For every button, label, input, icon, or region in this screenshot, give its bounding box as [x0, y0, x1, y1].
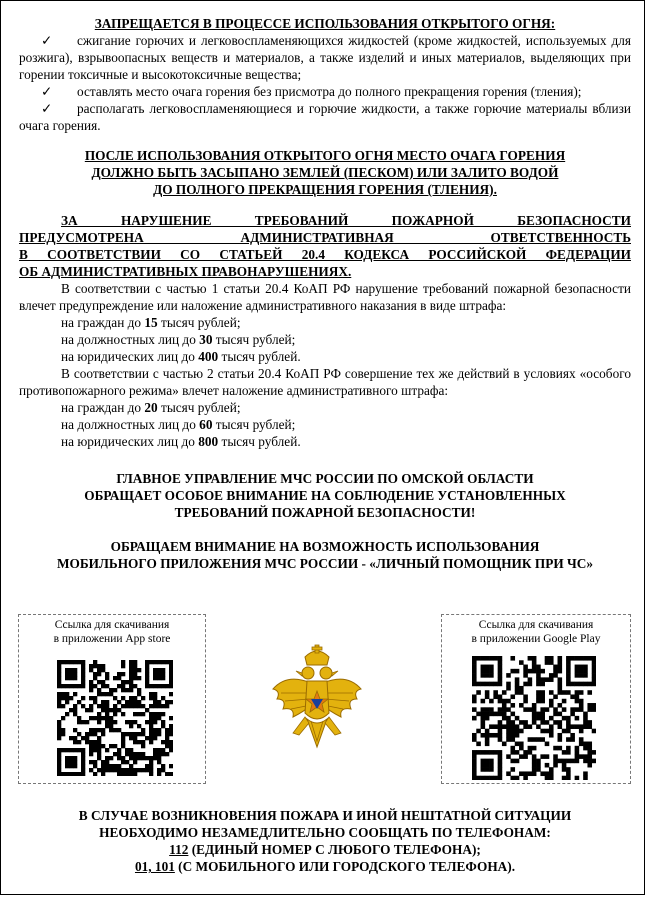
liability-heading-line: В СООТВЕТСТВИИ СО СТАТЬЕЙ 20.4 КОДЕКСА РОССИЙСКОЙ ФЕДЕРАЦИИ: [19, 247, 631, 262]
app-notice-line: МОБИЛЬНОГО ПРИЛОЖЕНИЯ МЧС РОССИИ - «ЛИЧНЫЙ ПОМОЩНИК ПРИ ЧС»: [56, 556, 593, 571]
checkmark-icon: ✓: [41, 101, 53, 116]
qr-googleplay-label: Ссылка для скачивания в приложении Google Play: [471, 619, 601, 645]
mchs-notice-line: ГЛАВНОЕ УПРАВЛЕНИЕ МЧС РОССИИ ПО ОМСКОЙ ОБЛАСТИ: [116, 471, 534, 486]
emergency-contacts: [19, 807, 631, 875]
fine-row: на юридических лиц до 800 тысяч рублей.: [61, 434, 301, 449]
qr-code-googleplay-icon[interactable]: [472, 656, 596, 780]
prohibited-item-text: оставлять место очага горения без присмотра до полного прекращения горения (тления);: [77, 84, 582, 99]
liability-part1-text: В соответствии с частью 1 статьи 20.4 КоАП РФ нарушение требований пожарной безопасности влечет предупреждение или наложение административного наказания в виде штрафа:: [19, 281, 631, 313]
liability-part2-text: В соответствии с частью 2 статьи 20.4 КоАП РФ совершение тех же действий в условиях «особого противопожарного режима» влечет наложение административного штрафа:: [19, 366, 631, 398]
emergency-line: В СЛУЧАЕ ВОЗНИКНОВЕНИЯ ПОЖАРА И ИНОЙ НЕШТАТНОЙ СИТУАЦИИ: [78, 808, 572, 823]
liability-heading-line: ОБ АДМИНИСТРАТИВНЫХ ПРАВОНАРУШЕНИЯХ.: [19, 264, 352, 279]
fine-row: на должностных лиц до 60 тысяч рублей;: [61, 417, 296, 432]
fine-row: на должностных лиц до 30 тысяч рублей;: [61, 332, 296, 347]
fine-amount: 30: [199, 332, 213, 347]
prohibited-item: [19, 83, 631, 100]
after-use-line: ПОСЛЕ ИСПОЛЬЗОВАНИЯ ОТКРЫТОГО ОГНЯ МЕСТО ОЧАГА ГОРЕНИЯ: [84, 148, 566, 163]
emergency-phone-row: 01, 101 (С МОБИЛЬНОГО ИЛИ ГОРОДСКОГО ТЕЛЕФОНА).: [134, 859, 516, 874]
prohibited-item-text: располагать легковоспламеняющиеся и горючие жидкости, а также горючие материалы вблизи очага горения.: [19, 101, 631, 133]
fine-amount: 400: [198, 349, 219, 364]
notice-body: [19, 15, 631, 572]
emergency-line: НЕОБХОДИМО НЕЗАМЕДЛИТЕЛЬНО СООБЩАТЬ ПО ТЕЛЕФОНАМ:: [99, 825, 551, 840]
liability-heading-line: ПРЕДУСМОТРЕНА АДМИНИСТРАТИВНАЯ ОТВЕТСТВЕННОСТЬ: [19, 230, 631, 245]
mchs-notice-line: ТРЕБОВАНИЙ ПОЖАРНОЙ БЕЗОПАСНОСТИ!: [174, 505, 476, 520]
liability-heading-line: ЗА НАРУШЕНИЕ ТРЕБОВАНИЙ ПОЖАРНОЙ БЕЗОПАСНОСТИ: [61, 213, 631, 228]
fine-row: на юридических лиц до 400 тысяч рублей.: [61, 349, 301, 364]
qr-googleplay-card[interactable]: [441, 614, 631, 784]
app-notice-line: ОБРАЩАЕМ ВНИМАНИЕ НА ВОЗМОЖНОСТЬ ИСПОЛЬЗОВАНИЯ: [110, 539, 540, 554]
mchs-emblem-icon: [267, 643, 367, 761]
fine-row: на граждан до 20 тысяч рублей;: [61, 400, 241, 415]
checkmark-icon: ✓: [41, 84, 53, 99]
qr-code-appstore-icon[interactable]: [57, 660, 173, 776]
checkmark-icon: ✓: [41, 33, 53, 48]
prohibited-item: [19, 32, 631, 83]
prohibited-item: [19, 100, 631, 134]
mchs-notice-line: ОБРАЩАЕТ ОСОБОЕ ВНИМАНИЕ НА СОБЛЮДЕНИЕ УСТАНОВЛЕННЫХ: [84, 488, 566, 503]
phone-01-101[interactable]: 01, 101: [134, 859, 175, 874]
after-use-line: ДОЛЖНО БЫТЬ ЗАСЫПАНО ЗЕМЛЕЙ (ПЕСКОМ) ИЛИ ЗАЛИТО ВОДОЙ: [91, 165, 559, 180]
fine-amount: 15: [144, 315, 158, 330]
fine-row: на граждан до 15 тысяч рублей;: [61, 315, 241, 330]
qr-appstore-card[interactable]: [18, 614, 206, 784]
fine-amount: 60: [199, 417, 213, 432]
emergency-phone-row: 112 (ЕДИНЫЙ НОМЕР С ЛЮБОГО ТЕЛЕФОНА);: [169, 842, 481, 857]
fine-amount: 20: [144, 400, 158, 415]
after-use-line: ДО ПОЛНОГО ПРЕКРАЩЕНИЯ ГОРЕНИЯ (ТЛЕНИЯ).: [153, 182, 497, 197]
fine-amount: 800: [198, 434, 219, 449]
phone-112[interactable]: 112: [169, 842, 189, 857]
prohibited-item-text: сжигание горючих и легковоспламеняющихся жидкостей (кроме жидкостей, используемых для розжига), взрывоопасных веществ и материалов, а также изделий и иных материалов, выделяющих при горении токсичные и высокотоксичные вещества;: [19, 33, 631, 82]
qr-appstore-label: Ссылка для скачивания в приложении App store: [53, 619, 171, 645]
prohibited-title: ЗАПРЕЩАЕТСЯ В ПРОЦЕССЕ ИСПОЛЬЗОВАНИЯ ОТКРЫТОГО ОГНЯ:: [94, 16, 556, 31]
